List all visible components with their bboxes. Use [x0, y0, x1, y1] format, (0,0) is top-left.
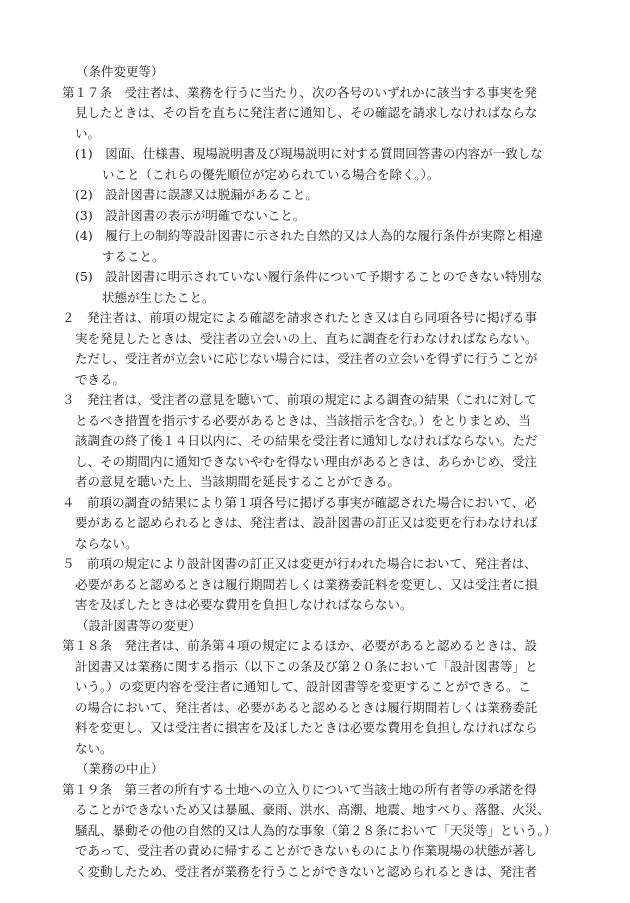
paragraph-continuation-line: 必要があると認めるときは履行期間若しくは業務委託料を変更し、又は受注者に損 — [75, 576, 538, 592]
article-continuation-line: 騒乱、暴動その他の自然的又は人為的な事象（第２８条において「天災等」という。） — [75, 822, 557, 838]
paragraph-line: ２ 発注者は、前項の規定による確認を請求されたとき又は自ら同項各号に掲げる事 — [62, 310, 538, 325]
paragraph-continuation-line: ただし、受注者が立会いに応じない場合には、受注者の立会いを得ずに行うことが — [75, 351, 538, 366]
article-continuation-line: 料を変更し、又は受注者に損害を及ぼしたときは必要な費用を負担しなければなら — [75, 720, 538, 735]
article-continuation-line: であって、受注者の責めに帰することができないものにより作業現場の状態が著し — [75, 843, 538, 858]
numbered-item-line: (3) 設計図書の表示が明確でないこと。 — [75, 207, 306, 223]
article-line: 第１７条 受注者は、業務を行うに当たり、次の各号のいずれかに該当する事実を発 — [62, 84, 538, 100]
article-continuation-line: い。 — [75, 125, 101, 141]
paragraph-line: ４ 前項の調査の結果により第１項各号に掲げる事実が確認された場合において、必 — [62, 494, 537, 510]
article-continuation-line: く変動したため、受注者が業務を行うことができないと認められるときは、発注者 — [75, 863, 538, 879]
contract-body-text — [62, 62, 568, 882]
article-continuation-line: ることができないため又は暴風、豪雨、洪水、高潮、地震、地すべり、落盤、火災、 — [75, 802, 550, 817]
article-continuation-line: の場合において、発注者は、必要があると認めるときは履行期間若しくは業務委託 — [75, 699, 538, 715]
paragraph-continuation-line: 該調査の終了後１４日以内に、その結果を受注者に通知しなければならない。ただ — [75, 433, 538, 448]
numbered-item-line: (2) 設計図書に誤謬又は脱漏があること。 — [75, 187, 318, 202]
paragraph-continuation-line: 者の意見を聴いた上、当該期間を延長することができる。 — [75, 474, 401, 489]
numbered-item-line: (4) 履行上の制約等設計図書に示された自然的又は人為的な履行条件が実際と相違 — [75, 228, 543, 243]
numbered-item-line: (1) 図面、仕様書、現場説明書及び現場説明に対する質問回答書の内容が一致しな — [75, 146, 543, 161]
numbered-item-continuation-line: 状態が生じたこと。 — [102, 289, 215, 305]
paragraph-continuation-line: し、その期間内に通知できないやむを得ない理由があるときは、あらかじめ、受注 — [75, 453, 538, 469]
article-continuation-line: いう。）の変更内容を受注者に通知して、設計図書等を変更することができる。こ — [75, 679, 532, 694]
article-continuation-line: ない。 — [75, 740, 113, 756]
article-line: 第１９条 第三者の所有する土地への立入りについて当該土地の所有者等の承諾を得 — [62, 781, 537, 797]
paragraph-continuation-line: 害を及ぼしたときは必要な費用を負担しなければならない。 — [75, 597, 413, 612]
article-line: 第１８条 発注者は、前条第４項の規定によるほか、必要があると認めるときは、設 — [62, 638, 538, 653]
article-continuation-line: 計図書又は業務に関する指示（以下この条及び第２０条において「設計図書等」と — [75, 658, 538, 674]
article-caption: （条件変更等） — [76, 64, 164, 79]
paragraph-continuation-line: 要があると認められるときは、発注者は、設計図書の訂正又は変更を行わなければ — [75, 515, 538, 530]
paragraph-line: ３ 発注者は、受注者の意見を聴いて、前項の規定による調査の結果（これに対して — [62, 392, 537, 407]
numbered-item-continuation-line: すること。 — [102, 248, 165, 264]
article-caption: （業務の中止） — [76, 761, 164, 776]
numbered-item-line: (5) 設計図書に明示されていない履行条件について予期することのできない特別な — [75, 269, 543, 284]
paragraph-continuation-line: とるべき措置を指示する必要があるときは、当該指示を含む。）をとりまとめ、当 — [75, 412, 531, 428]
paragraph-continuation-line: できる。 — [75, 371, 126, 387]
article-continuation-line: 見したときは、その旨を直ちに発注者に通知し、その確認を請求しなければならな — [75, 105, 538, 120]
numbered-item-continuation-line: いこと（これらの優先順位が定められている場合を除く。）。 — [102, 166, 440, 182]
article-caption: （設計図書等の変更） — [76, 617, 202, 633]
paragraph-continuation-line: ならない。 — [75, 535, 138, 551]
paragraph-line: ５ 前項の規定により設計図書の訂正又は変更が行われた場合において、発注者は、 — [62, 556, 537, 571]
paragraph-continuation-line: 実を発見したときは、受注者の立会いの上、直ちに調査を行わなければならない。 — [75, 330, 538, 346]
